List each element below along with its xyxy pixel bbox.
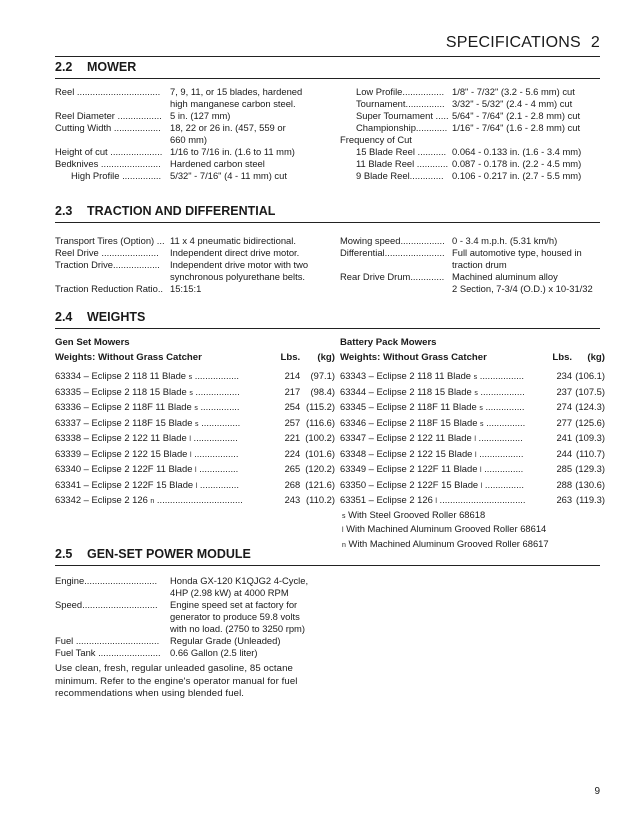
spec-value-line: high manganese carbon steel.: [170, 98, 296, 109]
model-name: [340, 447, 543, 463]
model-label: 63346 – Eclipse 2 118F 15 Blade: [340, 416, 481, 428]
spec-label: Engine............................: [55, 575, 158, 586]
weight-row: [55, 416, 335, 432]
roller-symbol: l: [480, 467, 482, 474]
mower-specs-right: [340, 86, 600, 182]
mower-specs-left: [55, 86, 335, 182]
model-label: 63348 – Eclipse 2 122 15 Blade: [340, 447, 475, 459]
spec-row: [55, 110, 335, 122]
spec-value: [452, 158, 581, 170]
spec-value-line: 0.087 - 0.178 in. (2.2 - 4.5 mm): [452, 158, 582, 169]
section-2-4-heading: [55, 310, 600, 329]
leader-dots: .................: [477, 370, 524, 381]
spec-label: Speed.............................: [55, 599, 158, 610]
spec-value-line: 1/8" - 7/32" (3.2 - 5.6 mm) cut: [452, 86, 575, 97]
spec-value-line: 660 mm): [170, 134, 207, 145]
spec-row: [55, 146, 335, 158]
spec-label: Championship............: [356, 122, 448, 133]
roller-symbol: l: [435, 498, 437, 505]
spec-row: [55, 575, 335, 599]
spec-value-line: 5 in. (127 mm): [170, 110, 231, 121]
section-2-2-heading: [55, 60, 600, 79]
spec-row: [55, 158, 335, 170]
spec-label: 9 Blade Reel.............: [356, 170, 444, 181]
spec-row: [55, 599, 335, 635]
roller-symbol: s: [480, 420, 484, 428]
weight-row: [340, 431, 605, 447]
weight-kg: (115.2): [305, 401, 335, 412]
spec-label: Reel Drive ......................: [55, 247, 159, 258]
spec-label: Fuel Tank ........................: [55, 647, 161, 658]
model-name: [55, 478, 269, 494]
spec-label: 11 Blade Reel ............: [356, 158, 449, 169]
weight-lbs: 234: [556, 370, 573, 381]
spec-label: High Profile ...............: [71, 170, 162, 181]
column-kg: (kg): [317, 352, 335, 363]
spec-row: [340, 122, 600, 134]
spec-row: [55, 170, 335, 182]
section-2-5-heading: [55, 547, 600, 566]
weight-row: [55, 493, 335, 509]
leader-dots: .................: [192, 370, 239, 381]
leader-dots: .................: [476, 447, 524, 459]
model-name: [340, 400, 543, 416]
weight-kg: (129.3): [575, 463, 605, 474]
spec-value: [170, 647, 258, 659]
roller-note-text: With Steel Grooved Roller 68618: [345, 508, 486, 520]
model-name: [55, 431, 269, 447]
section-number: 2.5: [55, 547, 73, 561]
section-title: MOWER: [87, 60, 137, 74]
column-weights-title: Weights: Without Grass Catcher: [55, 352, 202, 363]
spec-value: [170, 146, 295, 158]
weight-lbs: 221: [284, 432, 301, 443]
spec-row: [340, 271, 600, 295]
spec-row: [340, 158, 600, 170]
model-name: [55, 493, 269, 509]
spec-value: [452, 110, 580, 122]
spec-value-line: generator to produce 59.8 volts: [170, 611, 300, 622]
spec-value: [170, 110, 230, 122]
spec-label: Low Profile................: [356, 86, 445, 97]
roller-symbol: s: [189, 389, 193, 397]
section-title: WEIGHTS: [87, 310, 146, 324]
spec-value: [170, 635, 280, 647]
column-lbs: Lbs.: [280, 352, 301, 363]
weight-lbs: 217: [284, 385, 301, 397]
weight-lbs: 268: [284, 478, 301, 490]
model-label: 63345 – Eclipse 2 118F 11 Blade: [340, 401, 480, 412]
roller-note: [340, 509, 605, 524]
spec-value: [170, 86, 302, 110]
weight-kg: (121.6): [305, 478, 335, 490]
spec-value-line: 0.106 - 0.217 in. (2.7 - 5.5 mm): [452, 170, 582, 181]
spec-value-line: Hardened carbon steel: [170, 158, 265, 169]
weight-row: [340, 369, 605, 385]
leader-dots: ...............: [198, 416, 241, 428]
weight-lbs: 244: [556, 447, 573, 459]
spec-value-line: 2 Section, 7-3/4 (O.D.) x 10-31/32: [452, 283, 593, 294]
weight-lbs: 285: [556, 463, 573, 474]
roller-symbol: l: [342, 527, 344, 534]
weight-kg: (120.2): [305, 463, 335, 474]
weight-lbs: 257: [284, 416, 301, 428]
spec-row: [55, 247, 335, 259]
weight-lbs: 243: [284, 494, 301, 505]
model-name: [340, 431, 543, 447]
spec-row: [55, 86, 335, 110]
spec-value: [170, 575, 308, 599]
model-name: [340, 385, 543, 401]
spec-value-line: traction drum: [452, 259, 507, 270]
column-weights-title: Weights: Without Grass Catcher: [340, 352, 487, 363]
weight-lbs: 241: [556, 432, 573, 443]
spec-row: [55, 283, 335, 295]
roller-symbol: l: [195, 467, 197, 474]
weight-row: [340, 493, 605, 509]
roller-note-text: With Machined Aluminum Grooved Roller 68617: [345, 537, 549, 549]
model-name: [340, 369, 543, 385]
model-label: 63339 – Eclipse 2 122 15 Blade: [55, 447, 190, 459]
leader-dots: .................: [475, 432, 523, 443]
spec-label: Rear Drive Drum.............: [340, 271, 445, 282]
spec-row: [55, 122, 335, 146]
weight-kg: (100.2): [305, 432, 335, 443]
gen-set-heading: Gen Set Mowers: [55, 337, 130, 348]
section-2-3-heading: [55, 204, 600, 223]
roller-note-text: With Machined Aluminum Grooved Roller 68614: [343, 523, 547, 534]
model-label: 63335 – Eclipse 2 118 15 Blade: [55, 385, 190, 397]
weight-row: [55, 478, 335, 494]
weight-row: [340, 400, 605, 416]
spec-value-line: 1/16 to 7/16 in. (1.6 to 11 mm): [170, 146, 295, 157]
weight-row: [55, 385, 335, 401]
roller-symbol: l: [189, 436, 191, 443]
weight-row: [340, 478, 605, 494]
spec-value-line: Honda GX-120 K1QJG2 4-Cycle,: [170, 575, 309, 586]
spec-value: [452, 247, 582, 271]
weight-kg: (119.3): [575, 494, 605, 505]
spec-label: Reel ................................: [55, 86, 161, 97]
weight-kg: (106.1): [575, 370, 605, 381]
spec-label: Fuel ................................: [55, 635, 160, 646]
battery-weights: [340, 337, 605, 552]
spec-value-line: Full automotive type, housed in: [452, 247, 582, 258]
weight-row: [55, 447, 335, 463]
spec-value: [170, 170, 287, 182]
spec-value: [170, 247, 299, 259]
model-name: [340, 493, 543, 509]
leader-dots: .................: [190, 432, 238, 443]
section-title: GEN-SET POWER MODULE: [87, 547, 251, 561]
model-name: [55, 369, 269, 385]
traction-specs-left: [55, 235, 335, 295]
spec-value-line: Engine speed set at factory for: [170, 599, 298, 610]
model-label: 63338 – Eclipse 2 122 11 Blade: [55, 432, 190, 443]
spec-value: [452, 271, 593, 295]
leader-dots: .................................: [154, 494, 243, 505]
spec-label: Reel Diameter .................: [55, 110, 162, 121]
model-name: [340, 416, 543, 432]
spec-row: [340, 170, 600, 182]
model-label: 63347 – Eclipse 2 122 11 Blade: [340, 432, 475, 443]
spec-label: Height of cut ....................: [55, 146, 163, 157]
roller-symbol: s: [188, 374, 193, 381]
weight-lbs: 224: [284, 447, 301, 459]
weight-kg: (110.7): [575, 447, 605, 459]
weight-lbs: 214: [284, 370, 301, 381]
model-name: [55, 416, 269, 432]
weight-kg: (116.6): [305, 416, 335, 428]
spec-value: [452, 146, 581, 158]
power-module-specs: [55, 575, 335, 659]
spec-label: Mowing speed.................: [340, 235, 445, 246]
model-label: 63344 – Eclipse 2 118 15 Blade: [340, 385, 475, 397]
spec-value-line: Machined aluminum alloy: [452, 271, 558, 282]
spec-label: Super Tournament .....: [356, 110, 449, 121]
weight-lbs: 263: [556, 494, 573, 505]
spec-value: [452, 86, 575, 98]
spec-value: [452, 235, 557, 247]
column-kg: (kg): [587, 352, 605, 363]
spec-label: Traction Reduction Ratio..: [55, 283, 164, 294]
roller-symbol: n: [150, 498, 155, 505]
chapter-number: 2: [590, 34, 600, 51]
roller-symbol: s: [342, 512, 346, 520]
weight-kg: (130.6): [575, 478, 605, 490]
page-header: [446, 34, 600, 52]
spec-value-line: 1/16" - 7/64" (1.6 - 2.8 mm) cut: [452, 122, 581, 133]
spec-label: Bedknives .......................: [55, 158, 161, 169]
model-label: 63341 – Eclipse 2 122F 15 Blade: [55, 478, 196, 490]
weight-row: [55, 369, 335, 385]
spec-value: [170, 599, 305, 635]
page-number: 9: [594, 786, 600, 797]
weight-kg: (97.1): [310, 370, 335, 381]
weight-lbs: 277: [556, 416, 573, 428]
model-label: 63343 – Eclipse 2 118 11 Blade: [340, 370, 474, 381]
weight-row: [340, 385, 605, 401]
spec-row: [55, 647, 335, 659]
weight-kg: (101.6): [305, 447, 335, 459]
spec-label: Transport Tires (Option) ...: [55, 235, 165, 246]
spec-label: 15 Blade Reel ...........: [356, 146, 447, 157]
spec-value-line: 0.064 - 0.133 in. (1.6 - 3.4 mm): [452, 146, 582, 157]
weight-row: [55, 400, 335, 416]
model-label: 63334 – Eclipse 2 118 11 Blade: [55, 370, 189, 381]
leader-dots: ...............: [197, 401, 240, 412]
weight-kg: (110.2): [305, 494, 335, 505]
roller-symbol: s: [195, 420, 199, 428]
gen-set-column-headers: [55, 352, 335, 369]
weight-lbs: 254: [284, 401, 301, 412]
model-label: 63342 – Eclipse 2 126: [55, 494, 151, 505]
model-name: [340, 478, 543, 494]
gen-set-weights: [55, 337, 335, 509]
leader-dots: .................: [192, 385, 240, 397]
column-lbs: Lbs.: [552, 352, 573, 363]
spec-value-line: Regular Grade (Unleaded): [170, 635, 281, 646]
weight-kg: (98.4): [310, 385, 335, 397]
spec-row: [340, 247, 600, 271]
leader-dots: ...............: [196, 463, 239, 474]
spec-label: Traction Drive..................: [55, 259, 160, 270]
leader-dots: ...............: [197, 478, 239, 490]
weight-row: [55, 462, 335, 478]
weight-lbs: 288: [556, 478, 573, 490]
spec-row: [340, 146, 600, 158]
spec-row: [340, 98, 600, 110]
weight-kg: (125.6): [575, 416, 605, 428]
spec-row: [55, 259, 335, 283]
spec-value: [170, 158, 265, 170]
leader-dots: ...............: [482, 401, 525, 412]
leader-dots: .................: [477, 385, 525, 397]
spec-value: [170, 283, 201, 295]
spec-value: [170, 122, 286, 146]
roller-symbol: l: [475, 451, 477, 459]
weight-lbs: 265: [284, 463, 301, 474]
weight-lbs: 274: [556, 401, 573, 412]
model-label: 63337 – Eclipse 2 118F 15 Blade: [55, 416, 196, 428]
spec-value: [170, 235, 296, 247]
roller-symbol: l: [190, 451, 192, 459]
spec-value-line: 7, 9, 11, or 15 blades, hardened: [170, 86, 303, 97]
roller-symbol: l: [480, 482, 483, 490]
spec-value: [170, 259, 308, 283]
model-name: [55, 462, 269, 478]
spec-value: [452, 98, 572, 110]
section-number: 2.3: [55, 204, 73, 218]
model-name: [55, 385, 269, 401]
weight-row: [340, 462, 605, 478]
spec-value: [452, 170, 581, 182]
spec-row: [340, 235, 600, 247]
spec-value-line: 15:15:1: [170, 283, 202, 294]
roller-symbol: s: [474, 389, 478, 397]
roller-symbol: s: [194, 405, 198, 412]
spec-value-line: 0 - 3.4 m.p.h. (5.31 km/h): [452, 235, 558, 246]
battery-column-headers: [340, 352, 605, 369]
roller-note: [340, 523, 605, 538]
model-name: [55, 400, 269, 416]
section-number: 2.2: [55, 60, 73, 74]
header-rule: [55, 56, 600, 57]
fuel-note-paragraph: Use clean, fresh, regular unleaded gasoline, 85 octane minimum. Refer to the engine's operator manual for fuel recommendations when using blended fuel.: [55, 663, 298, 699]
section-number: 2.4: [55, 310, 73, 324]
spec-value-line: 5/64" - 7/64" (2.1 - 2.8 mm) cut: [452, 110, 581, 121]
leader-dots: .................................: [436, 494, 526, 505]
roller-symbol: l: [195, 482, 198, 490]
spec-row: [340, 110, 600, 122]
model-name: [340, 462, 543, 478]
spec-row: [55, 635, 335, 647]
spec-value-line: 0.66 Gallon (2.5 liter): [170, 647, 258, 658]
model-name: [55, 447, 269, 463]
spec-value-line: 18, 22 or 26 in. (457, 559 or: [170, 122, 286, 133]
spec-value-line: 5/32" - 7/16" (4 - 11 mm) cut: [170, 170, 287, 181]
leader-dots: ...............: [482, 478, 524, 490]
roller-symbol: n: [342, 541, 346, 549]
weight-row: [340, 416, 605, 432]
spec-value-line: 11 x 4 pneumatic bidirectional.: [170, 235, 296, 246]
spec-row: [340, 86, 600, 98]
model-label: 63340 – Eclipse 2 122F 11 Blade: [55, 463, 196, 474]
spec-label: Differential.......................: [340, 247, 445, 258]
page-header-title: SPECIFICATIONS: [445, 34, 581, 51]
spec-value-line: Independent drive motor with two: [170, 259, 309, 270]
model-label: 63351 – Eclipse 2 126: [340, 494, 436, 505]
weight-kg: (107.5): [575, 385, 605, 397]
spec-label: Frequency of Cut: [340, 134, 412, 145]
battery-heading: Battery Pack Mowers: [340, 337, 437, 348]
roller-symbol: l: [474, 436, 476, 443]
weight-lbs: 237: [556, 385, 573, 397]
weight-kg: (124.3): [575, 401, 605, 412]
spec-row: [340, 134, 600, 146]
leader-dots: .................: [191, 447, 239, 459]
spec-label: Tournament...............: [356, 98, 445, 109]
leader-dots: ...............: [483, 416, 526, 428]
spec-value-line: Independent direct drive motor.: [170, 247, 300, 258]
weight-kg: (109.3): [575, 432, 605, 443]
weight-row: [55, 431, 335, 447]
leader-dots: ...............: [481, 463, 524, 474]
spec-value-line: 3/32" - 5/32" (2.4 - 4 mm) cut: [452, 98, 573, 109]
spec-value-line: synchronous polyurethane belts.: [170, 271, 305, 282]
model-label: 63336 – Eclipse 2 118F 11 Blade: [55, 401, 195, 412]
model-label: 63350 – Eclipse 2 122F 15 Blade: [340, 478, 481, 490]
roller-symbol: s: [479, 405, 483, 412]
spec-value: [452, 122, 580, 134]
model-label: 63349 – Eclipse 2 122F 11 Blade: [340, 463, 481, 474]
spec-value-line: with no load. (2750 to 3250 rpm): [170, 623, 305, 634]
traction-specs-right: [340, 235, 600, 295]
section-title: TRACTION AND DIFFERENTIAL: [87, 204, 276, 218]
spec-label: Cutting Width ..................: [55, 122, 161, 133]
spec-row: [55, 235, 335, 247]
roller-symbol: s: [473, 374, 478, 381]
weight-row: [340, 447, 605, 463]
spec-value-line: 4HP (2.98 kW) at 4000 RPM: [170, 587, 289, 598]
